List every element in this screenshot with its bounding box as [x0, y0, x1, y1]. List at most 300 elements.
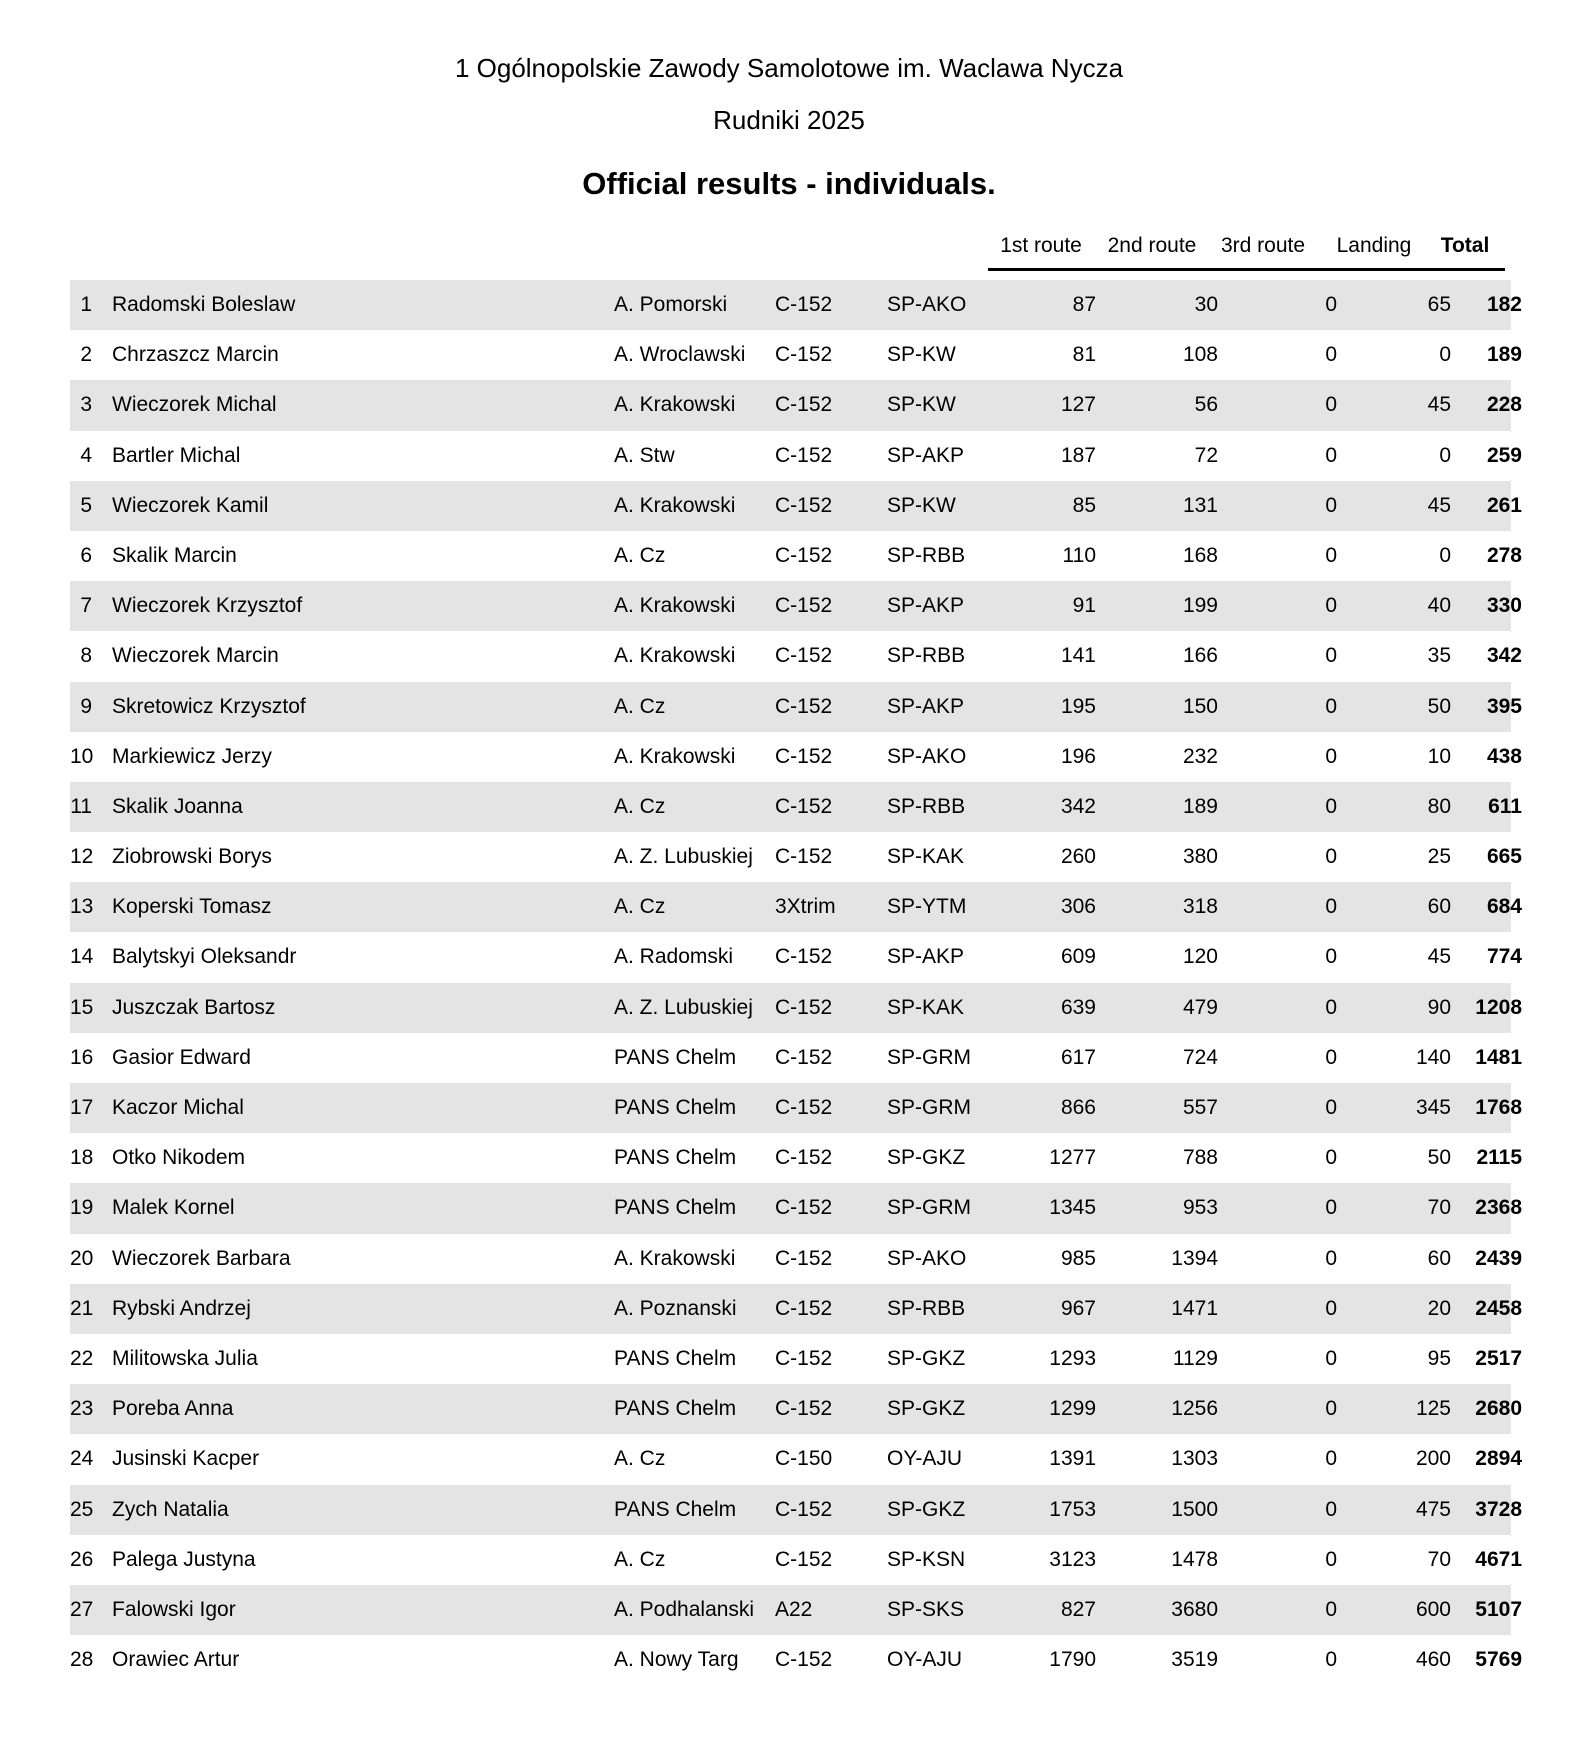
total-cell: 1481 — [1475, 1045, 1522, 1069]
pilot-name-cell: Ziobrowski Borys — [112, 845, 272, 869]
total-cell: 1208 — [1475, 995, 1522, 1019]
table-row — [70, 1284, 1522, 1334]
pilot-name-cell: Wieczorek Michal — [112, 393, 277, 417]
route3-cell: 0 — [1325, 1045, 1337, 1069]
place-cell: 15 — [70, 995, 94, 1019]
route2-cell: 1500 — [1171, 1497, 1218, 1521]
pilot-name-cell: Koperski Tomasz — [112, 895, 272, 919]
club-cell: PANS Chelm — [614, 1497, 737, 1521]
total-cell: 395 — [1486, 694, 1522, 718]
route2-cell: 72 — [1194, 443, 1218, 467]
aircraft-cell: C-152 — [775, 393, 833, 417]
landing-cell: 200 — [1415, 1447, 1451, 1471]
route1-cell: 306 — [1060, 895, 1096, 919]
pilot-name-cell: Zych Natalia — [112, 1497, 229, 1521]
place-cell: 6 — [80, 543, 92, 567]
registration-cell: SP-YTM — [887, 895, 967, 919]
landing-cell: 10 — [1427, 744, 1451, 768]
table-row — [70, 832, 1522, 882]
route3-cell: 0 — [1325, 343, 1337, 367]
place-cell: 9 — [80, 694, 92, 718]
document-title: 1 Ogólnopolskie Zawody Samolotowe im. Waclawa Nycza — [454, 53, 1124, 83]
place-cell: 5 — [80, 493, 92, 517]
route2-cell: 1478 — [1171, 1547, 1218, 1571]
route1-cell: 1293 — [1049, 1346, 1096, 1370]
landing-cell: 45 — [1427, 945, 1451, 969]
pilot-name-cell: Bartler Michal — [112, 443, 241, 467]
header-route2: 2nd route — [1107, 234, 1197, 257]
route3-cell: 0 — [1325, 1096, 1337, 1119]
total-cell: 3728 — [1475, 1497, 1522, 1521]
club-cell: A. Poznanski — [614, 1296, 737, 1320]
club-cell: A. Pomorski — [614, 293, 728, 316]
club-cell: PANS Chelm — [614, 1346, 737, 1370]
place-cell: 16 — [70, 1045, 94, 1069]
club-cell: A. Wroclawski — [614, 343, 746, 367]
pilot-name-cell: Palega Justyna — [112, 1547, 256, 1571]
landing-cell: 35 — [1427, 644, 1451, 668]
table-row — [70, 1033, 1522, 1083]
route3-cell: 0 — [1325, 1296, 1337, 1320]
place-cell: 17 — [70, 1096, 94, 1119]
pilot-name-cell: Orawiec Artur — [112, 1648, 240, 1672]
route1-cell: 87 — [1072, 293, 1096, 316]
total-cell: 330 — [1486, 594, 1522, 618]
registration-cell: SP-KW — [887, 393, 956, 417]
route1-cell: 3123 — [1049, 1547, 1096, 1571]
route3-cell: 0 — [1325, 895, 1337, 919]
route1-cell: 1299 — [1049, 1397, 1096, 1421]
route2-cell: 108 — [1182, 343, 1218, 367]
route2-cell: 1394 — [1171, 1246, 1218, 1270]
club-cell: A. Nowy Targ — [614, 1648, 739, 1672]
aircraft-cell: C-152 — [775, 694, 833, 718]
aircraft-cell: C-152 — [775, 794, 833, 818]
route1-cell: 81 — [1072, 343, 1096, 367]
pilot-name-cell: Otko Nikodem — [112, 1146, 246, 1170]
place-cell: 24 — [70, 1447, 94, 1471]
place-cell: 7 — [80, 594, 92, 618]
place-cell: 21 — [70, 1296, 94, 1320]
route2-cell: 3519 — [1171, 1648, 1218, 1672]
table-row — [70, 1434, 1522, 1484]
aircraft-cell: C-152 — [775, 293, 833, 316]
registration-cell: SP-KW — [887, 343, 956, 367]
route3-cell: 0 — [1325, 1547, 1337, 1571]
table-row — [70, 531, 1522, 581]
landing-cell: 95 — [1427, 1346, 1451, 1370]
aircraft-cell: C-152 — [775, 1296, 833, 1320]
table-row — [70, 1234, 1522, 1284]
route3-cell: 0 — [1325, 1196, 1337, 1220]
route1-cell: 196 — [1060, 744, 1096, 768]
route3-cell: 0 — [1325, 1648, 1337, 1672]
table-row — [70, 1485, 1522, 1535]
total-cell: 684 — [1486, 895, 1522, 919]
club-cell: A. Cz — [614, 1547, 666, 1571]
registration-cell: SP-AKP — [887, 945, 965, 969]
total-cell: 2680 — [1475, 1397, 1522, 1421]
route3-cell: 0 — [1325, 293, 1337, 316]
club-cell: A. Krakowski — [614, 393, 736, 417]
table-row — [70, 280, 1522, 330]
table-row — [70, 1133, 1522, 1183]
landing-cell: 140 — [1415, 1045, 1451, 1069]
route2-cell: 30 — [1194, 293, 1218, 316]
club-cell: PANS Chelm — [614, 1146, 737, 1170]
aircraft-cell: C-152 — [775, 493, 833, 517]
table-row — [70, 882, 1522, 932]
route2-cell: 1303 — [1171, 1447, 1218, 1471]
landing-cell: 60 — [1427, 895, 1451, 919]
route3-cell: 0 — [1325, 644, 1337, 668]
route1-cell: 85 — [1072, 493, 1096, 517]
total-cell: 182 — [1486, 293, 1522, 316]
landing-cell: 345 — [1415, 1096, 1451, 1119]
total-cell: 2439 — [1475, 1246, 1522, 1270]
route3-cell: 0 — [1325, 594, 1337, 618]
aircraft-cell: C-152 — [775, 1346, 833, 1370]
club-cell: A. Krakowski — [614, 594, 736, 618]
route1-cell: 342 — [1060, 794, 1096, 818]
aircraft-cell: 3Xtrim — [775, 895, 836, 919]
route2-cell: 1256 — [1171, 1397, 1218, 1421]
route3-cell: 0 — [1325, 995, 1337, 1019]
total-cell: 4671 — [1475, 1547, 1522, 1571]
pilot-name-cell: Falowski Igor — [112, 1597, 236, 1621]
aircraft-cell: C-152 — [775, 343, 833, 367]
total-cell: 2517 — [1475, 1346, 1522, 1370]
table-row — [70, 431, 1522, 481]
landing-cell: 45 — [1427, 393, 1451, 417]
route1-cell: 827 — [1060, 1597, 1096, 1621]
route3-cell: 0 — [1325, 393, 1337, 417]
place-cell: 18 — [70, 1146, 94, 1170]
header-route3: 3rd route — [1220, 234, 1306, 257]
registration-cell: SP-GRM — [887, 1045, 971, 1069]
registration-cell: SP-AKO — [887, 293, 967, 316]
results-heading: Official results - individuals. — [582, 166, 996, 201]
total-cell: 2368 — [1475, 1196, 1522, 1220]
route1-cell: 866 — [1060, 1096, 1096, 1119]
route1-cell: 639 — [1060, 995, 1096, 1019]
route2-cell: 3680 — [1171, 1597, 1218, 1621]
table-row — [70, 380, 1522, 430]
place-cell: 14 — [70, 945, 94, 969]
route3-cell: 0 — [1325, 945, 1337, 969]
landing-cell: 600 — [1415, 1597, 1451, 1621]
total-cell: 278 — [1486, 543, 1522, 567]
route2-cell: 380 — [1182, 845, 1218, 869]
aircraft-cell: C-152 — [775, 995, 833, 1019]
registration-cell: SP-KAK — [887, 995, 965, 1019]
club-cell: A. Krakowski — [614, 644, 736, 668]
route3-cell: 0 — [1325, 1346, 1337, 1370]
table-row — [70, 481, 1522, 531]
route2-cell: 120 — [1182, 945, 1218, 969]
header-landing: Landing — [1336, 234, 1412, 257]
route3-cell: 0 — [1325, 543, 1337, 567]
table-row — [70, 983, 1522, 1033]
table-row — [70, 1585, 1522, 1635]
pilot-name-cell: Chrzaszcz Marcin — [112, 343, 279, 367]
route2-cell: 56 — [1194, 393, 1218, 417]
pilot-name-cell: Skalik Marcin — [112, 543, 237, 567]
place-cell: 22 — [70, 1346, 94, 1370]
pilot-name-cell: Wieczorek Marcin — [112, 644, 279, 668]
landing-cell: 80 — [1427, 794, 1451, 818]
route1-cell: 187 — [1060, 443, 1096, 467]
pilot-name-cell: Wieczorek Krzysztof — [112, 594, 303, 618]
registration-cell: OY-AJU — [887, 1447, 963, 1471]
registration-cell: SP-AKO — [887, 1246, 967, 1270]
landing-cell: 0 — [1439, 443, 1451, 467]
aircraft-cell: C-152 — [775, 845, 833, 869]
place-cell: 2 — [80, 343, 92, 367]
total-cell: 228 — [1486, 393, 1522, 417]
pilot-name-cell: Jusinski Kacper — [112, 1447, 260, 1471]
route2-cell: 1129 — [1172, 1346, 1218, 1370]
total-cell: 1768 — [1475, 1096, 1522, 1119]
table-row — [70, 682, 1522, 732]
table-row — [70, 1635, 1522, 1685]
registration-cell: SP-RBB — [887, 794, 966, 818]
pilot-name-cell: Gasior Edward — [112, 1045, 251, 1069]
header-underline — [988, 268, 1505, 271]
route2-cell: 788 — [1182, 1146, 1218, 1170]
route2-cell: 199 — [1182, 594, 1218, 618]
aircraft-cell: C-152 — [775, 443, 833, 467]
place-cell: 26 — [70, 1547, 94, 1571]
landing-cell: 20 — [1427, 1296, 1451, 1320]
results-table — [70, 280, 1522, 1685]
total-cell: 259 — [1486, 443, 1522, 467]
route2-cell: 557 — [1182, 1096, 1218, 1119]
club-cell: A. Cz — [614, 694, 666, 718]
route3-cell: 0 — [1325, 1447, 1337, 1471]
route3-cell: 0 — [1325, 1497, 1337, 1521]
route3-cell: 0 — [1325, 1397, 1337, 1421]
route1-cell: 609 — [1060, 945, 1096, 969]
landing-cell: 65 — [1427, 293, 1451, 316]
pilot-name-cell: Wieczorek Barbara — [112, 1246, 291, 1270]
club-cell: PANS Chelm — [614, 1096, 737, 1119]
registration-cell: SP-GKZ — [887, 1346, 966, 1370]
club-cell: A. Z. Lubuskiej — [614, 845, 753, 869]
aircraft-cell: A22 — [775, 1597, 813, 1621]
pilot-name-cell: Kaczor Michal — [112, 1096, 244, 1119]
pilot-name-cell: Balytskyi Oleksandr — [112, 945, 297, 969]
route2-cell: 318 — [1182, 895, 1218, 919]
table-row — [70, 581, 1522, 631]
table-row — [70, 1183, 1522, 1233]
total-cell: 438 — [1486, 744, 1522, 768]
pilot-name-cell: Militowska Julia — [112, 1346, 258, 1370]
registration-cell: SP-RBB — [887, 543, 966, 567]
landing-cell: 45 — [1427, 493, 1451, 517]
pilot-name-cell: Poreba Anna — [112, 1397, 234, 1421]
landing-cell: 50 — [1427, 694, 1451, 718]
route1-cell: 195 — [1060, 694, 1096, 718]
registration-cell: SP-GKZ — [887, 1497, 966, 1521]
landing-cell: 475 — [1415, 1497, 1451, 1521]
pilot-name-cell: Radomski Boleslaw — [112, 293, 296, 316]
registration-cell: SP-KSN — [887, 1547, 966, 1571]
landing-cell: 0 — [1439, 343, 1451, 367]
club-cell: A. Radomski — [614, 945, 734, 969]
landing-cell: 25 — [1427, 845, 1451, 869]
club-cell: A. Z. Lubuskiej — [614, 995, 753, 1019]
route3-cell: 0 — [1325, 443, 1337, 467]
place-cell: 3 — [80, 393, 92, 417]
route1-cell: 1277 — [1049, 1146, 1096, 1170]
place-cell: 1 — [80, 293, 92, 316]
club-cell: A. Cz — [614, 1447, 666, 1471]
aircraft-cell: C-152 — [775, 1146, 833, 1170]
aircraft-cell: C-152 — [775, 594, 833, 618]
landing-cell: 50 — [1427, 1146, 1451, 1170]
table-row — [70, 1083, 1522, 1133]
table-row — [70, 932, 1522, 982]
registration-cell: SP-AKP — [887, 594, 965, 618]
aircraft-cell: C-152 — [775, 644, 833, 668]
route2-cell: 1471 — [1171, 1296, 1218, 1320]
landing-cell: 70 — [1427, 1547, 1451, 1571]
club-cell: PANS Chelm — [614, 1196, 737, 1220]
route3-cell: 0 — [1325, 744, 1337, 768]
aircraft-cell: C-152 — [775, 1547, 833, 1571]
place-cell: 13 — [70, 895, 94, 919]
pilot-name-cell: Markiewicz Jerzy — [112, 744, 272, 768]
route1-cell: 91 — [1072, 594, 1096, 618]
place-cell: 25 — [70, 1497, 94, 1521]
club-cell: A. Krakowski — [614, 744, 736, 768]
total-cell: 611 — [1488, 794, 1522, 818]
header-total: Total — [1440, 234, 1490, 257]
registration-cell: OY-AJU — [887, 1648, 963, 1672]
route2-cell: 166 — [1182, 644, 1218, 668]
route2-cell: 168 — [1182, 543, 1218, 567]
registration-cell: SP-GKZ — [887, 1397, 966, 1421]
aircraft-cell: C-150 — [775, 1447, 833, 1471]
aircraft-cell: C-152 — [775, 1497, 833, 1521]
place-cell: 20 — [70, 1246, 94, 1270]
registration-cell: SP-AKP — [887, 694, 965, 718]
aircraft-cell: C-152 — [775, 1246, 833, 1270]
place-cell: 10 — [70, 744, 94, 768]
pilot-name-cell: Skalik Joanna — [112, 794, 243, 818]
place-cell: 19 — [70, 1196, 94, 1220]
route2-cell: 131 — [1182, 493, 1218, 517]
total-cell: 261 — [1486, 493, 1522, 517]
route3-cell: 0 — [1325, 1597, 1337, 1621]
total-cell: 2894 — [1475, 1447, 1522, 1471]
table-row — [70, 1535, 1522, 1585]
place-cell: 12 — [70, 845, 94, 869]
route1-cell: 1753 — [1049, 1497, 1096, 1521]
route1-cell: 141 — [1060, 644, 1096, 668]
table-row — [70, 782, 1522, 832]
aircraft-cell: C-152 — [775, 1397, 833, 1421]
pilot-name-cell: Malek Kornel — [112, 1196, 235, 1220]
route2-cell: 724 — [1182, 1045, 1218, 1069]
document-subtitle: Rudniki 2025 — [713, 105, 865, 135]
route2-cell: 953 — [1182, 1196, 1218, 1220]
registration-cell: SP-GKZ — [887, 1146, 966, 1170]
pilot-name-cell: Skretowicz Krzysztof — [112, 694, 306, 718]
aircraft-cell: C-152 — [775, 945, 833, 969]
aircraft-cell: C-152 — [775, 744, 833, 768]
landing-cell: 125 — [1415, 1397, 1451, 1421]
route2-cell: 189 — [1182, 794, 1218, 818]
aircraft-cell: C-152 — [775, 1045, 833, 1069]
total-cell: 5107 — [1475, 1597, 1522, 1621]
landing-cell: 0 — [1439, 543, 1451, 567]
aircraft-cell: C-152 — [775, 1648, 833, 1672]
club-cell: A. Cz — [614, 543, 666, 567]
total-cell: 2115 — [1476, 1146, 1522, 1170]
club-cell: A. Krakowski — [614, 1246, 736, 1270]
registration-cell: SP-RBB — [887, 644, 966, 668]
total-cell: 774 — [1486, 945, 1522, 969]
route1-cell: 985 — [1060, 1246, 1096, 1270]
registration-cell: SP-KAK — [887, 845, 965, 869]
table-row — [70, 1384, 1522, 1434]
table-row — [70, 330, 1522, 380]
pilot-name-cell: Rybski Andrzej — [112, 1296, 251, 1320]
table-row — [70, 1334, 1522, 1384]
route3-cell: 0 — [1325, 493, 1337, 517]
route2-cell: 232 — [1182, 744, 1218, 768]
club-cell: A. Cz — [614, 794, 666, 818]
registration-cell: SP-RBB — [887, 1296, 966, 1320]
club-cell: A. Stw — [614, 443, 675, 467]
route2-cell: 150 — [1182, 694, 1218, 718]
landing-cell: 90 — [1427, 995, 1451, 1019]
place-cell: 28 — [70, 1648, 94, 1672]
route3-cell: 0 — [1325, 794, 1337, 818]
place-cell: 8 — [80, 644, 92, 668]
route1-cell: 967 — [1060, 1296, 1096, 1320]
club-cell: A. Cz — [614, 895, 666, 919]
total-cell: 665 — [1486, 845, 1522, 869]
aircraft-cell: C-152 — [775, 543, 833, 567]
pilot-name-cell: Wieczorek Kamil — [112, 493, 269, 517]
route1-cell: 1391 — [1049, 1447, 1096, 1471]
route1-cell: 1790 — [1049, 1648, 1096, 1672]
pilot-name-cell: Juszczak Bartosz — [112, 995, 276, 1019]
registration-cell: SP-GRM — [887, 1196, 971, 1220]
club-cell: PANS Chelm — [614, 1045, 737, 1069]
club-cell: A. Krakowski — [614, 493, 736, 517]
landing-cell: 40 — [1427, 594, 1451, 618]
table-row — [70, 631, 1522, 681]
landing-cell: 460 — [1415, 1648, 1451, 1672]
route3-cell: 0 — [1325, 845, 1337, 869]
route3-cell: 0 — [1325, 1146, 1337, 1170]
route1-cell: 617 — [1060, 1045, 1096, 1069]
registration-cell: SP-AKO — [887, 744, 967, 768]
registration-cell: SP-SKS — [887, 1597, 965, 1621]
aircraft-cell: C-152 — [775, 1196, 833, 1220]
total-cell: 5769 — [1475, 1648, 1522, 1672]
route1-cell: 110 — [1062, 543, 1096, 567]
route1-cell: 260 — [1060, 845, 1096, 869]
route2-cell: 479 — [1182, 995, 1218, 1019]
place-cell: 27 — [70, 1597, 94, 1621]
registration-cell: SP-KW — [887, 493, 956, 517]
route1-cell: 127 — [1060, 393, 1096, 417]
